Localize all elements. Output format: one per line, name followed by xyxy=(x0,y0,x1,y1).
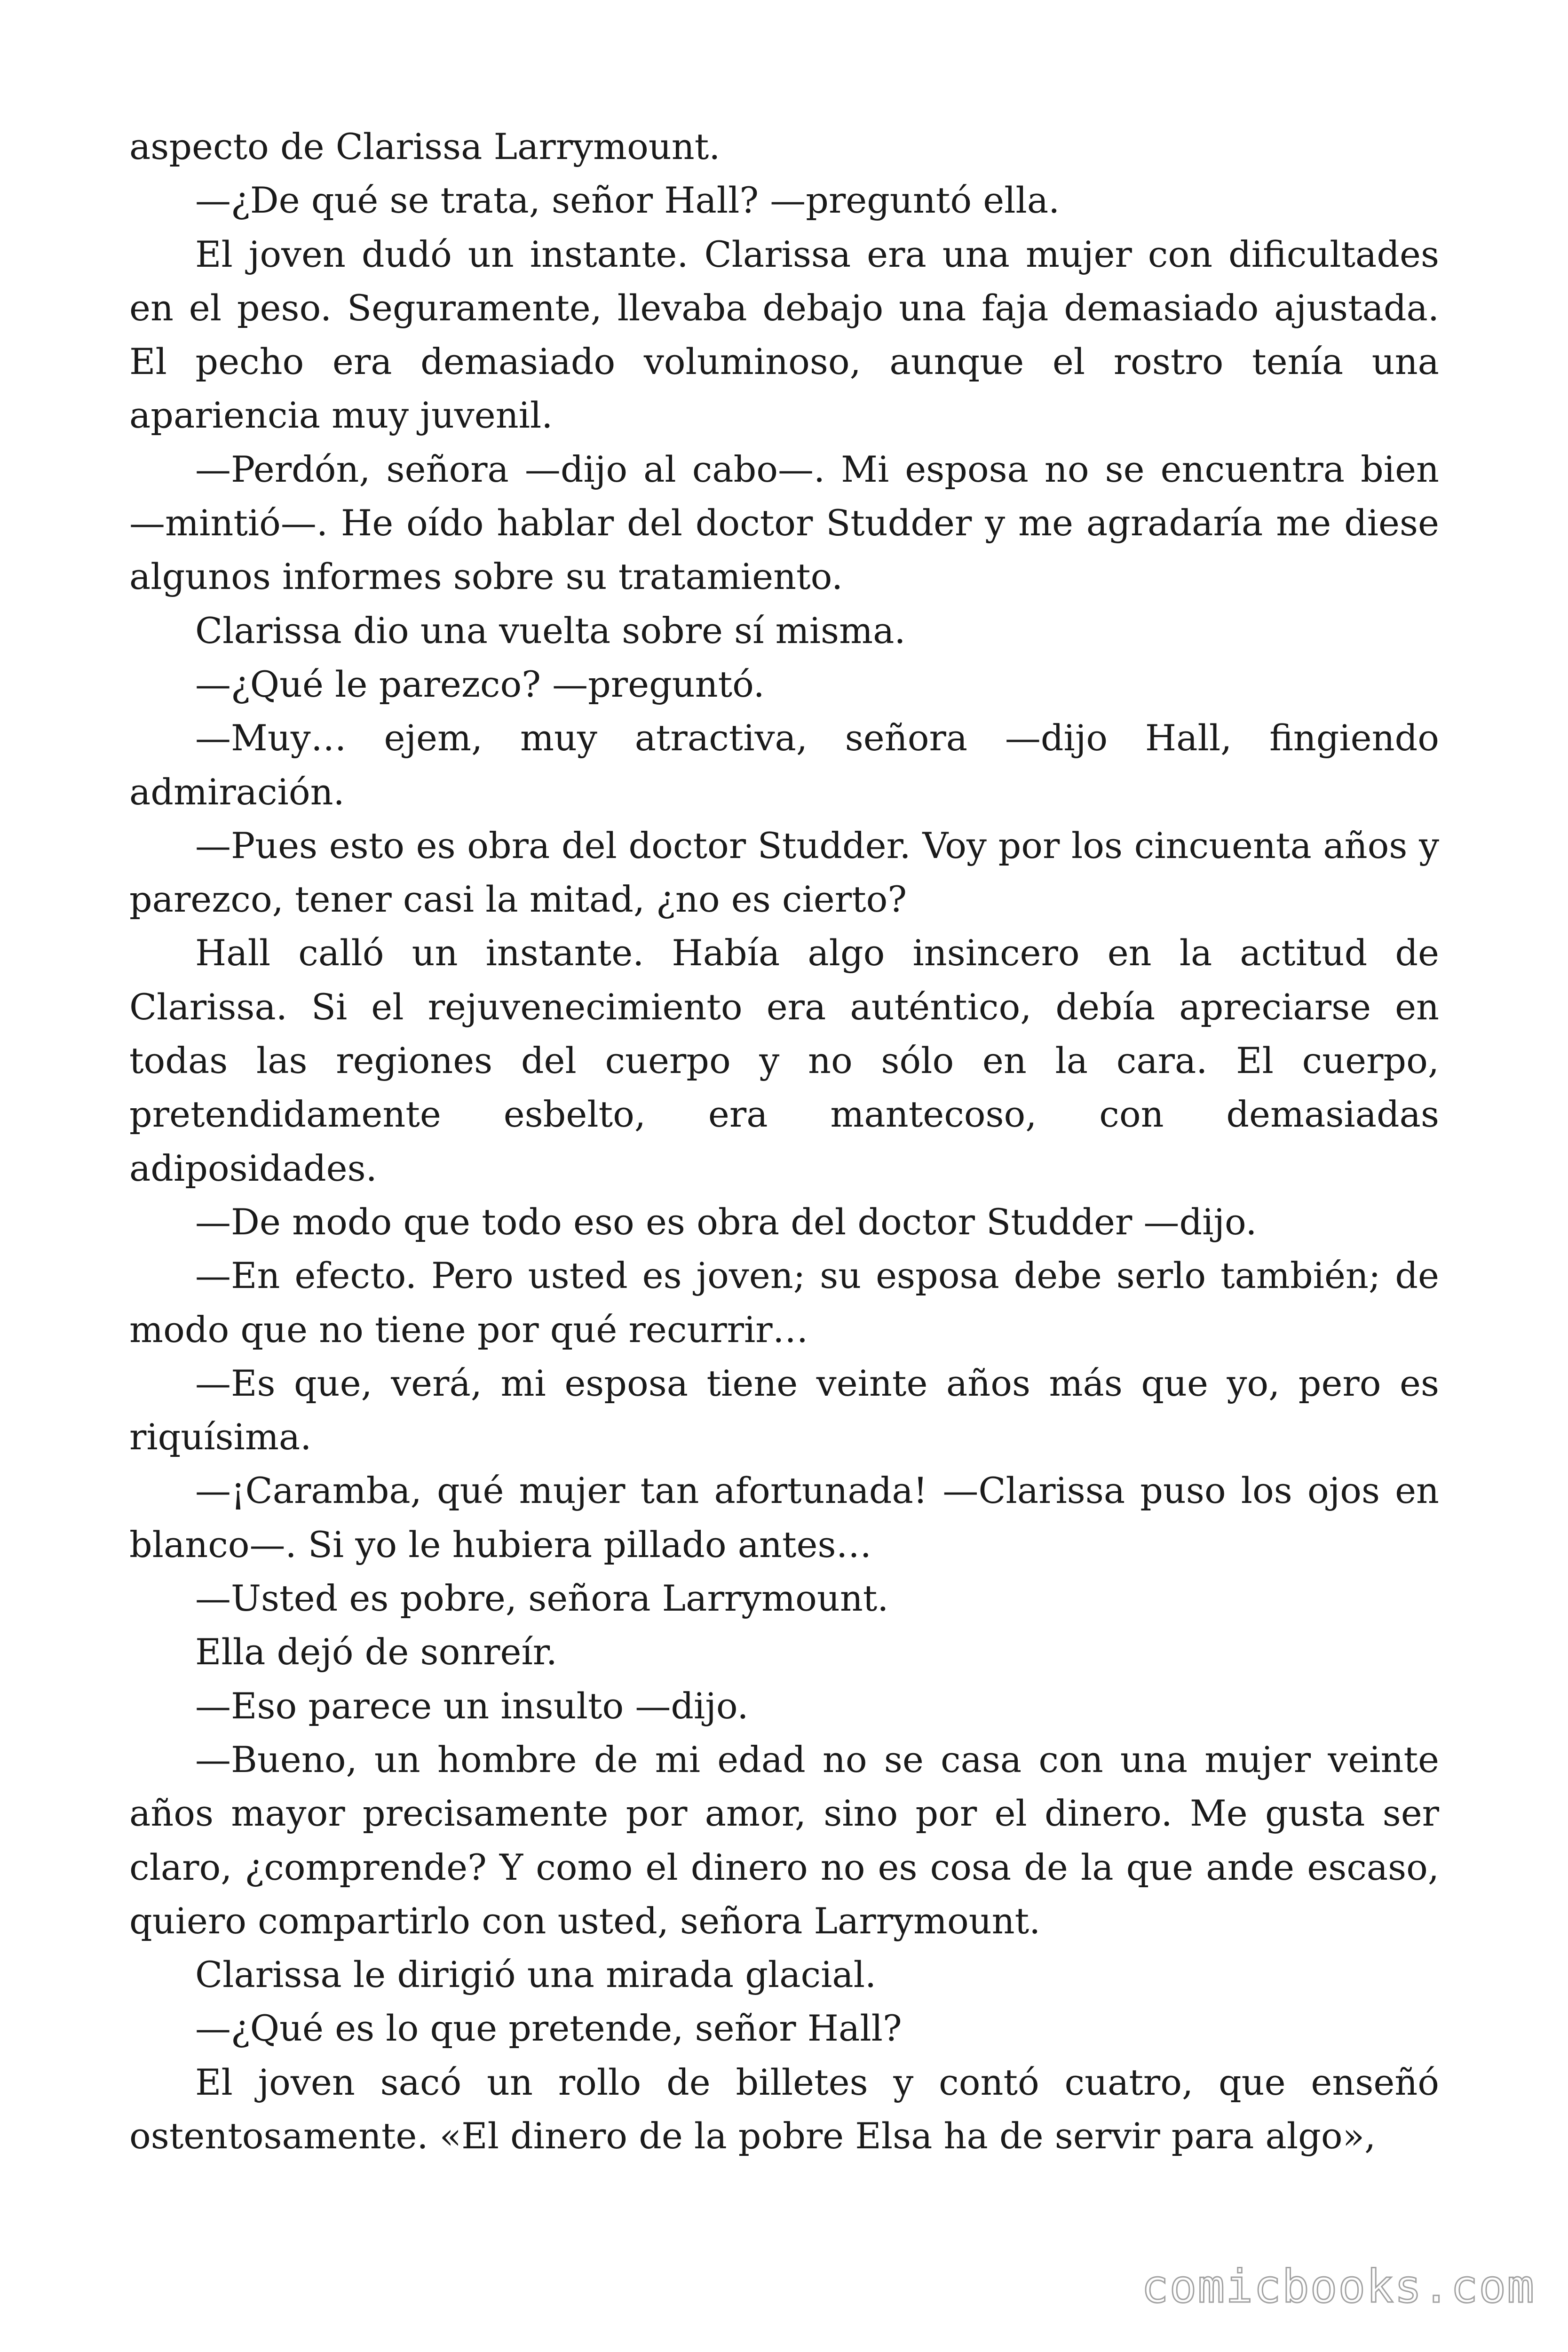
watermark: comicbooks.com xyxy=(1141,2260,1535,2313)
paragraph: —Muy… ejem, muy atractiva, señora —dijo Hall, fingiendo admiración. xyxy=(129,717,1439,813)
page-text xyxy=(129,120,1439,2163)
paragraph: Hall calló un instante. Había algo insincero en la actitud de Clarissa. Si el rejuvenecimiento era auténtico, debía apreciarse en todas las regiones del cuerpo y no sólo en la cara. El cuerpo, pretendidamente esbelto, era mantecoso, con demasiadas adiposidades. xyxy=(129,932,1439,1189)
paragraph: —¿Qué le parezco? —preguntó. xyxy=(195,663,765,705)
paragraph: —En efecto. Pero usted es joven; su esposa debe serlo también; de modo que no tiene por qué recurrir… xyxy=(129,1255,1439,1351)
paragraph: Clarissa dio una vuelta sobre sí misma. xyxy=(195,609,906,652)
paragraph: aspecto de Clarissa Larrymount. xyxy=(129,126,721,167)
paragraph: El joven dudó un instante. Clarissa era una mujer con dificultades en el peso. Seguramente, llevaba debajo una faja demasiado ajustada. El pecho era demasiado voluminoso, aunque el rostro tenía una apariencia muy juvenil. xyxy=(129,233,1439,437)
paragraph: —Bueno, un hombre de mi edad no se casa con una mujer veinte años mayor precisamente por amor, sino por el dinero. Me gusta ser claro, ¿comprende? Y como el dinero no es cosa de la que ande escaso, quiero compartirlo con usted, señora Larrymount. xyxy=(129,1738,1439,1942)
paragraph: —De modo que todo eso es obra del doctor Studder —dijo. xyxy=(195,1200,1257,1243)
paragraph: —Pues esto es obra del doctor Studder. Voy por los cincuenta años y parezco, tener casi la mitad, ¿no es cierto? xyxy=(129,824,1439,921)
paragraph: Ella dejó de sonreír. xyxy=(195,1631,557,1673)
paragraph: —¿De qué se trata, señor Hall? —preguntó ella. xyxy=(195,179,1060,222)
paragraph: —Usted es pobre, señora Larrymount. xyxy=(195,1577,889,1620)
paragraph: Clarissa le dirigió una mirada glacial. xyxy=(195,1954,877,1996)
paragraph: —Eso parece un insulto —dijo. xyxy=(195,1685,749,1727)
paragraph: —Perdón, señora —dijo al cabo—. Mi esposa no se encuentra bien —mintió—. He oído hablar del doctor Studder y me agradaría me diese algunos informes sobre su tratamiento. xyxy=(129,448,1439,598)
paragraph: —¡Caramba, qué mujer tan afortunada! —Clarissa puso los ojos en blanco—. Si yo le hubiera pillado antes… xyxy=(129,1470,1439,1565)
paragraph: —Es que, verá, mi esposa tiene veinte años más que yo, pero es riquísima. xyxy=(129,1362,1439,1458)
paragraph: —¿Qué es lo que pretende, señor Hall? xyxy=(195,2007,902,2050)
paragraph: El joven sacó un rollo de billetes y contó cuatro, que enseñó ostentosamente. «El dinero de la pobre Elsa ha de servir para algo», xyxy=(129,2061,1439,2157)
